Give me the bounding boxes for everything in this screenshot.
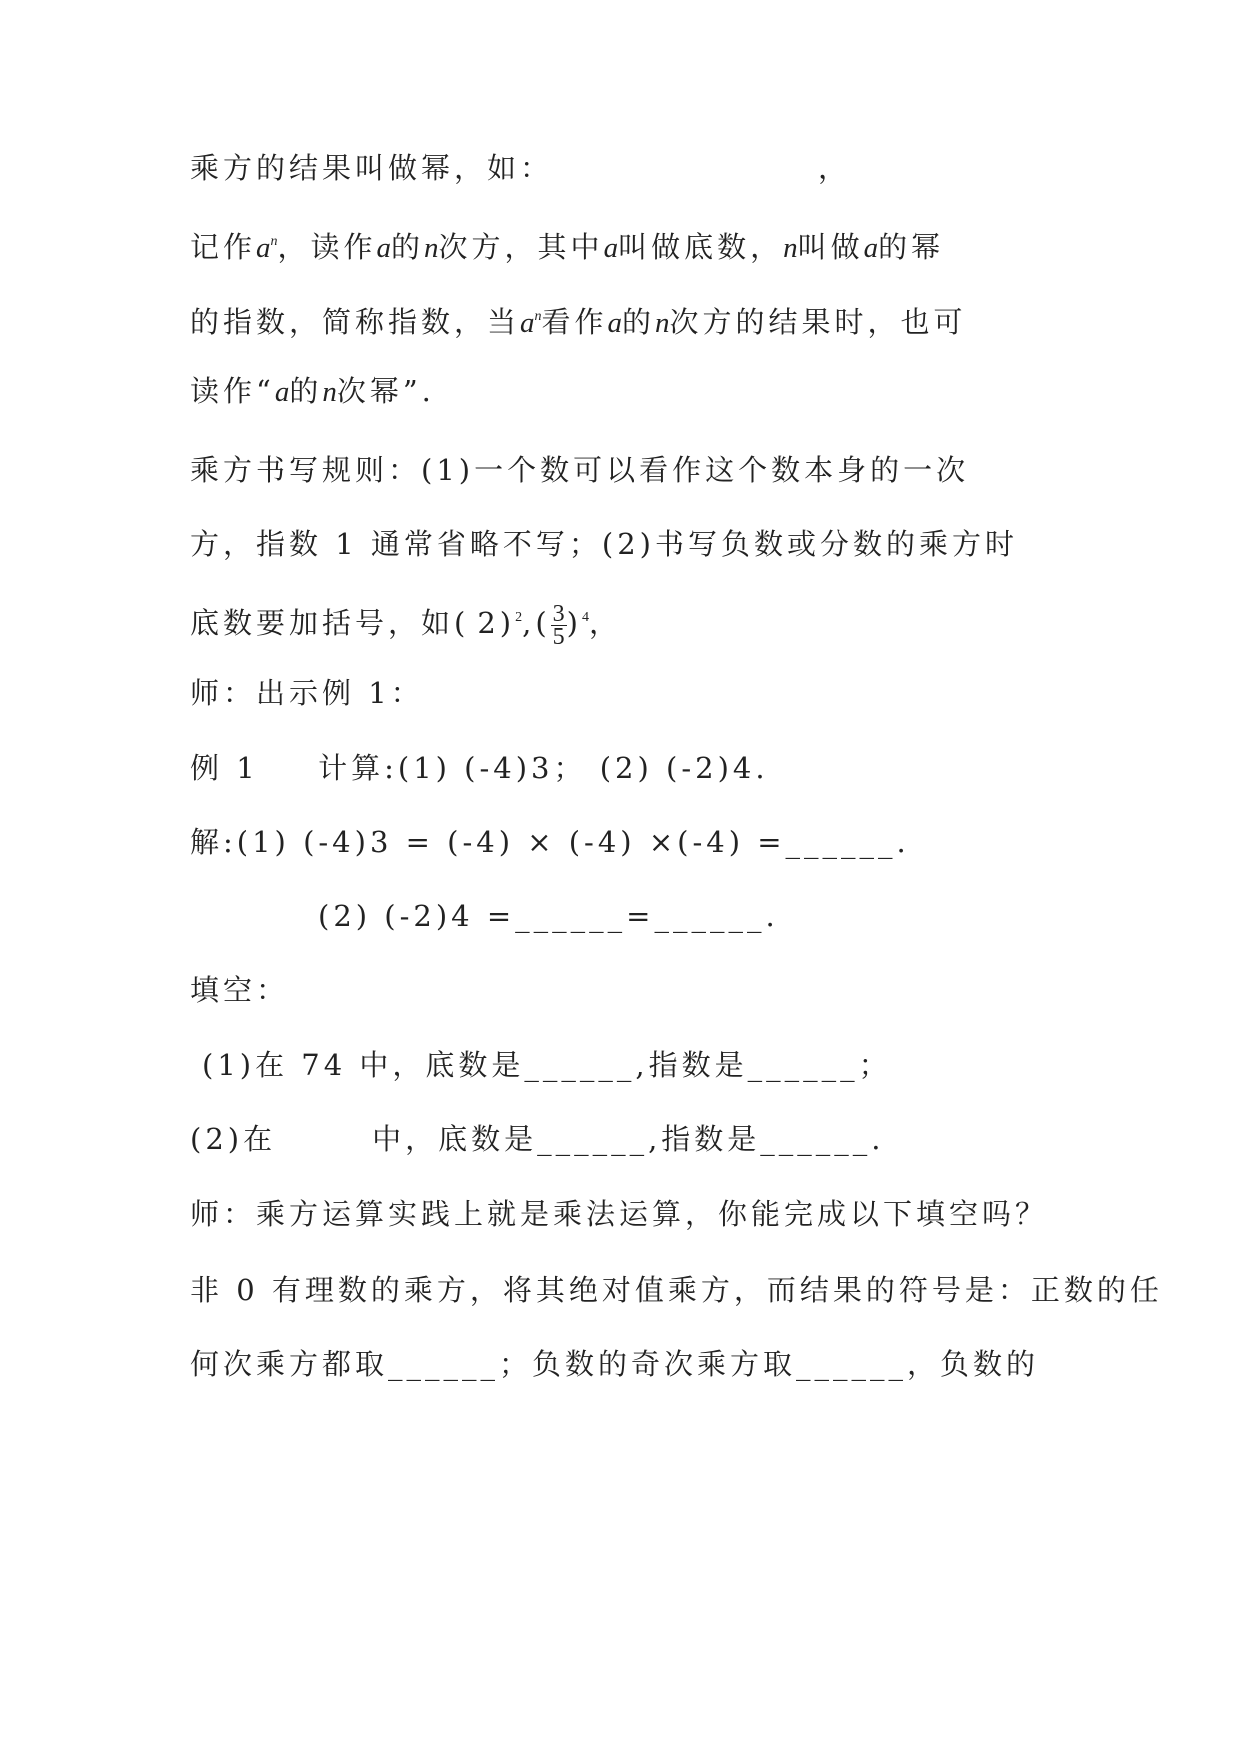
text-span: ， [588,606,622,640]
text-span: ， [818,151,852,185]
math-var: a [520,307,535,339]
math-sup: n [534,309,542,324]
paragraph-line: 解:(1) (-4)3 = (-4) × (-4) ×(-4) =______. [190,825,910,859]
math-var: a [256,232,271,264]
text-span: 的指数，简称指数，当 [190,305,521,339]
text-span: 叫做底数， [618,230,784,264]
text-span: ,( [522,606,551,640]
text-span: 叫做 [797,230,864,264]
fraction-numerator: 3 [552,600,565,627]
paragraph-line: 方，指数 1 通常省略不写；(2)书写负数或分数的乘方时 [190,527,1018,561]
math-var: a [274,376,290,408]
math-var: a [607,307,623,339]
text-span: 2) [477,606,516,640]
math-var: n [424,232,439,264]
text-span: 读作“ [190,374,275,408]
math-sup: n [270,234,278,249]
paragraph-line [190,222,944,268]
text-span: 乘方的结果叫做幂，如： [190,151,554,185]
paragraph-line: 师：乘方运算实践上就是乘法运算，你能完成以下填空吗？ [190,1197,1049,1231]
text-span: ( [454,606,470,640]
paragraph-line [190,148,851,188]
paragraph-line [190,598,622,648]
math-var: n [322,376,337,408]
fraction-denominator: 5 [552,623,565,650]
paragraph-line: 乘方书写规则：(1)一个数可以看作这个数本身的一次 [190,453,970,487]
text-span: 的 [622,305,656,339]
text-span: 的幂 [878,230,945,264]
paragraph-line: (1)在 74 中，底数是______,指数是______； [202,1048,892,1082]
text-span: 记作 [190,230,257,264]
paragraph-line: 师：出示例 1： [190,676,424,710]
text-span: ，读作 [277,230,377,264]
text-span: 中，底数是______,指数是______. [372,1122,885,1156]
paragraph-line: 何次乘方都取______；负数的奇次乘方取______，负数的 [190,1347,1040,1381]
text-span: 底数要加括号，如 [190,606,455,640]
math-var: n [783,232,798,264]
paragraph-line: 填空： [190,973,290,1007]
math-sup: 2 [515,610,523,625]
paragraph-line: 例 1 计算:(1) (-4)3； (2) (-2)4. [190,751,769,785]
text-span: 次方，其中 [438,230,604,264]
math-var: a [603,232,619,264]
text-span: ) [566,606,582,640]
text-span: 的 [289,374,323,408]
text-span: 次方的结果时，也可 [669,305,967,339]
paragraph-line [190,1119,885,1159]
math-sup: 4 [581,610,589,625]
paragraph-line [190,371,435,412]
paragraph-line: (2) (-2)4 =______=______. [318,899,779,933]
math-var: a [376,232,392,264]
fraction [551,600,567,650]
math-var: a [863,232,879,264]
text-span: 的 [391,230,425,264]
math-var: n [655,307,670,339]
paragraph-line: 非 0 有理数的乘方，将其绝对值乘方，而结果的符号是：正数的任 [190,1273,1163,1307]
text-span: (2)在 [190,1122,277,1156]
paragraph-line [190,297,967,343]
text-span: 看作 [541,305,608,339]
text-span: 次幂”. [336,374,435,408]
